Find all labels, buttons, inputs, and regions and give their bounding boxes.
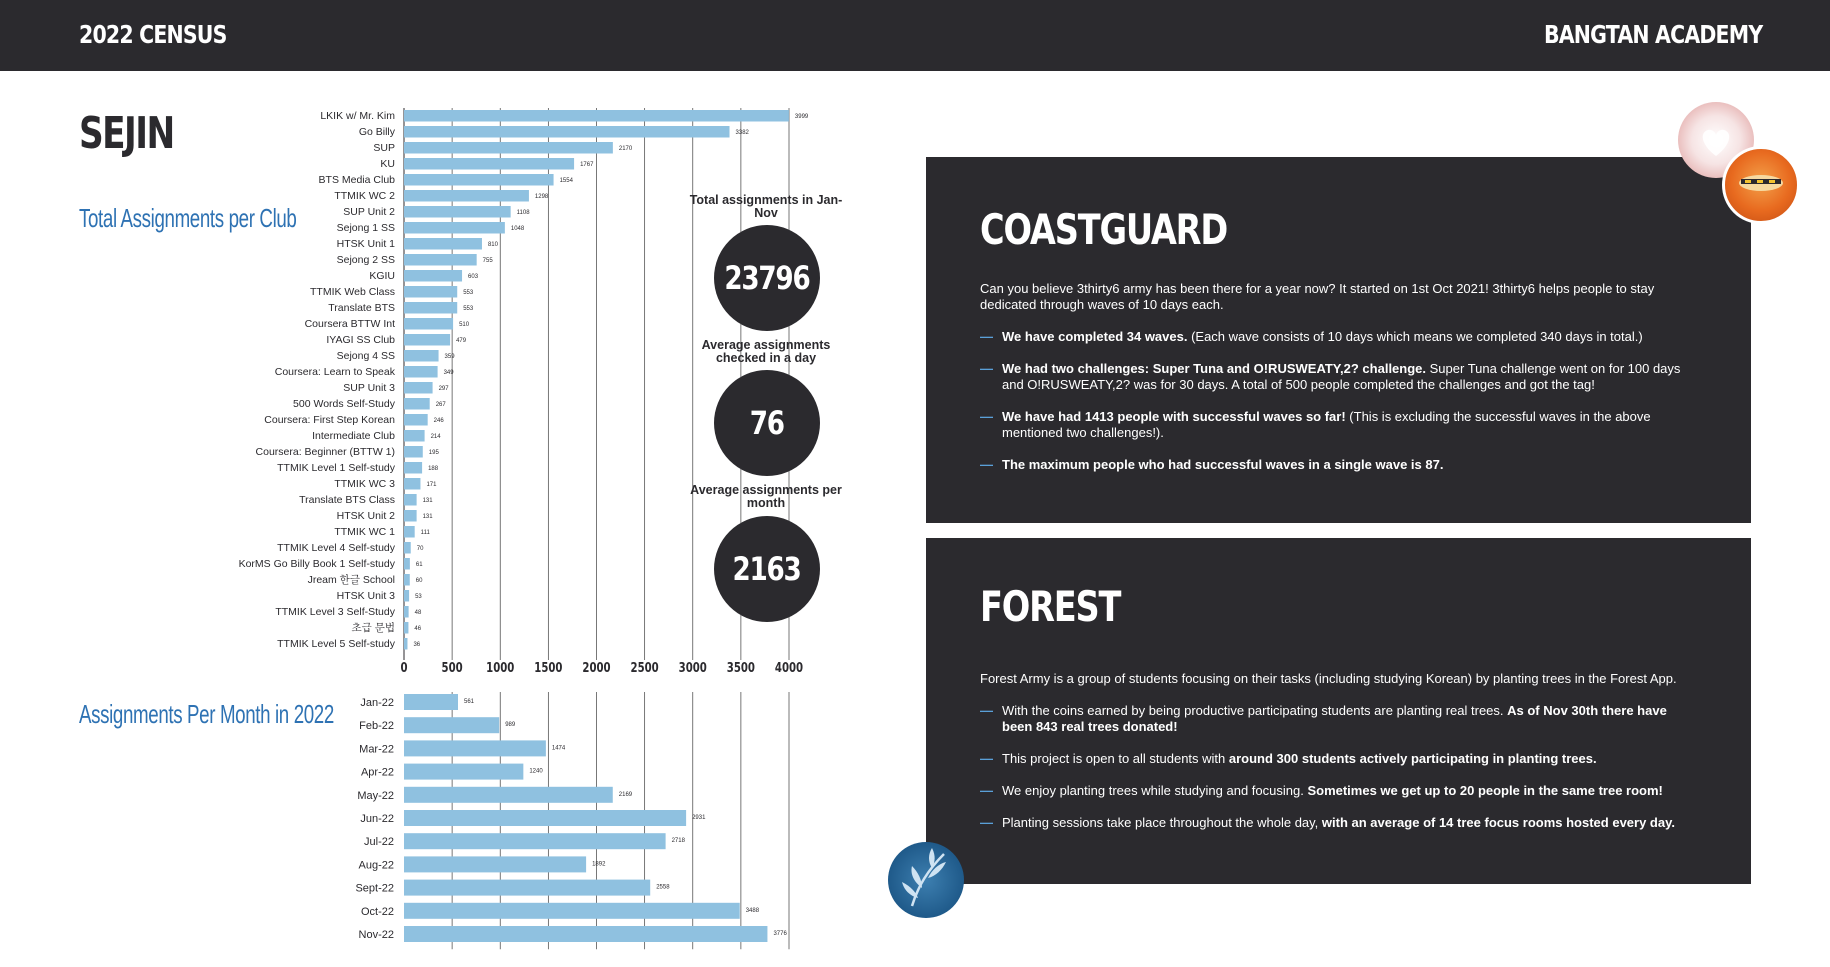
month-category-label: May-22	[357, 789, 394, 802]
month-bar	[404, 903, 740, 919]
stat-label-daily: Average assignments checked in a day	[701, 338, 831, 365]
club-category-label: TTMIK Level 3 Self-Study	[275, 606, 395, 618]
club-value-label: 188	[428, 466, 439, 472]
club-bar	[404, 606, 409, 618]
club-bar	[404, 158, 574, 170]
month-bar	[404, 764, 523, 780]
club-category-label: HTSK Unit 3	[336, 590, 395, 602]
month-bar	[404, 856, 586, 872]
club-bar	[404, 222, 505, 234]
month-category-label: Feb-22	[359, 720, 394, 733]
club-value-label: 2170	[618, 146, 633, 152]
month-category-label: Apr-22	[360, 766, 394, 779]
club-bar	[404, 142, 613, 154]
forest-panel	[926, 538, 1751, 884]
month-bar	[404, 810, 686, 826]
plant-photo	[888, 842, 964, 918]
club-category-label: Coursera BTTW Int	[304, 318, 395, 330]
club-bar	[404, 638, 407, 650]
club-category-label: TTMIK Level 4 Self-study	[277, 542, 395, 554]
club-value-label: 1554	[559, 178, 573, 184]
club-value-label: 60	[415, 578, 423, 584]
club-bar	[404, 126, 730, 138]
club-category-label: TTMIK WC 2	[334, 190, 395, 202]
month-value-label: 3776	[773, 931, 787, 937]
club-category-label: Intermediate Club	[312, 430, 395, 442]
month-value-label: 2169	[618, 791, 633, 798]
club-bar	[404, 622, 408, 634]
club-value-label: 246	[433, 418, 444, 424]
club-value-label: 479	[456, 338, 467, 344]
club-value-label: 3999	[794, 114, 809, 120]
month-value-label: 1240	[529, 768, 543, 775]
stat-value-daily: 76	[749, 404, 785, 442]
club-category-label: SUP Unit 3	[343, 382, 395, 394]
club-value-label: 46	[414, 626, 422, 632]
club-category-label: TTMIK WC 3	[334, 478, 395, 490]
forest-item: — Planting sessions take place throughout the whole day, with an average of 14 tree focus rooms hosted every day.	[980, 815, 1690, 831]
club-category-label: SUP	[373, 142, 395, 154]
club-category-label: TTMIK Web Class	[310, 286, 395, 298]
club-category-label: 초급 문법	[351, 622, 395, 634]
month-value-label: 1892	[592, 861, 606, 868]
club-value-label: 297	[438, 386, 449, 392]
month-value-label: 561	[463, 699, 475, 705]
per-club-section-title: Total Assignments per Club	[79, 203, 297, 233]
forest-item: — We enjoy planting trees while studying and focusing. Sometimes we get up to 20 people in the same tree room!	[980, 783, 1690, 799]
club-category-label: TTMIK Level 1 Self-study	[277, 462, 395, 474]
member-name: SEJIN	[79, 108, 174, 159]
club-category-label: KorMS Go Billy Book 1 Self-study	[238, 558, 395, 570]
club-category-label: TTMIK Level 5 Self-study	[277, 638, 395, 650]
club-category-label: Jream 한글 School	[307, 574, 395, 586]
club-value-label: 603	[468, 274, 479, 280]
club-value-label: 61	[415, 562, 423, 568]
club-value-label: 349	[443, 370, 454, 376]
club-category-label: Coursera: Beginner (BTTW 1)	[255, 446, 395, 458]
month-value-label: 2558	[656, 884, 670, 891]
club-category-label: SUP Unit 2	[343, 206, 395, 218]
club-bar	[404, 446, 423, 458]
x-tick-label: 0	[400, 659, 408, 676]
club-category-label: Coursera: First Step Korean	[264, 414, 395, 426]
club-category-label: HTSK Unit 1	[336, 238, 395, 250]
club-value-label: 131	[422, 498, 433, 504]
club-category-label: Sejong 4 SS	[336, 350, 395, 362]
stat-label-total: Total assignments in Jan-Nov	[689, 193, 843, 220]
x-tick-label: 4000	[774, 659, 804, 676]
club-bar	[404, 110, 789, 122]
club-bar	[404, 510, 417, 522]
club-value-label: 1108	[516, 210, 530, 216]
stat-value-total: 23796	[724, 259, 810, 297]
club-value-label: 70	[416, 546, 424, 552]
club-bar	[404, 542, 411, 554]
club-bar	[404, 478, 420, 490]
club-value-label: 195	[428, 450, 439, 456]
club-value-label: 267	[435, 402, 446, 408]
sandwich-icon	[1725, 149, 1797, 221]
club-value-label: 1298	[534, 194, 549, 200]
club-value-label: 36	[413, 642, 421, 648]
club-category-label: TTMIK WC 1	[334, 526, 395, 538]
month-value-label: 989	[505, 722, 516, 729]
x-tick-label: 1000	[486, 659, 515, 676]
club-bar	[404, 494, 417, 506]
stat-label-monthly: Average assignments per month	[690, 483, 842, 510]
club-category-label: Translate BTS	[328, 302, 395, 314]
club-category-label: IYAGI SS Club	[326, 334, 395, 346]
forest-item: — With the coins earned by being productive participating students are planting real trees. As of Nov 30th there have been 843 real trees donated!	[980, 703, 1690, 735]
month-value-label: 1474	[551, 745, 566, 752]
month-value-label: 3488	[745, 907, 760, 914]
per-month-section-title: Assignments Per Month in 2022	[79, 699, 334, 729]
forest-intro: Forest Army is a group of students focusing on their tasks (including studying Korean) by planting trees in the Forest App.	[980, 671, 1677, 686]
census-title: 2022 CENSUS	[79, 20, 227, 49]
club-bar	[404, 414, 428, 426]
club-bar	[404, 398, 430, 410]
club-value-label: 131	[422, 514, 433, 520]
club-bar	[404, 574, 410, 586]
club-bar	[404, 462, 422, 474]
club-category-label: Translate BTS Class	[299, 494, 395, 506]
club-bar	[404, 174, 554, 186]
coastguard-item: — The maximum people who had successful waves in a single wave is 87.	[980, 457, 1690, 473]
month-category-label: Sept-22	[355, 882, 394, 895]
leaf-icon	[888, 842, 964, 918]
club-value-label: 553	[463, 306, 474, 312]
x-tick-label: 2000	[582, 659, 611, 676]
coastguard-item: — We had two challenges: Super Tuna and O!RUSWEATY,2? challenge. Super Tuna challenge went on for 100 days and O!RUSWEATY,2? was for 30 days. A total of 500 people completed the challenges and got the tag!	[980, 361, 1690, 393]
club-value-label: 553	[463, 290, 474, 296]
club-value-label: 1048	[510, 226, 525, 232]
month-category-label: Nov-22	[358, 929, 394, 941]
month-value-label: 2718	[671, 838, 685, 845]
club-category-label: KGIU	[369, 270, 395, 282]
club-category-label: Sejong 2 SS	[336, 254, 395, 266]
coastguard-list	[980, 329, 1690, 489]
club-bar	[404, 270, 462, 282]
month-bar	[404, 833, 666, 849]
stat-circle-total	[714, 225, 820, 331]
club-bar	[404, 206, 511, 218]
club-bar	[404, 366, 438, 378]
club-bar	[404, 350, 439, 362]
club-category-label: Coursera: Learn to Speak	[274, 366, 395, 378]
club-value-label: 214	[430, 434, 441, 440]
club-category-label: HTSK Unit 2	[336, 510, 395, 522]
club-value-label: 3382	[735, 130, 749, 136]
month-value-label: 2931	[692, 815, 706, 821]
x-tick-label: 3000	[678, 659, 707, 676]
club-category-label: LKIK w/ Mr. Kim	[320, 110, 395, 122]
stat-value-monthly: 2163	[732, 550, 802, 588]
x-tick-label: 3500	[726, 659, 755, 676]
x-tick-label: 1500	[534, 659, 563, 676]
club-value-label: 53	[415, 594, 422, 600]
stat-circle-daily	[714, 370, 820, 476]
month-category-label: Mar-22	[359, 743, 394, 756]
month-bar	[404, 926, 767, 942]
club-value-label: 359	[444, 354, 455, 360]
club-bar	[404, 302, 457, 314]
club-value-label: 171	[426, 482, 437, 488]
club-bar	[404, 286, 457, 298]
coastguard-title: COASTGUARD	[980, 205, 1228, 254]
coastguard-panel	[926, 157, 1751, 523]
club-bar	[404, 430, 425, 442]
club-bar	[404, 382, 433, 394]
club-bar	[404, 334, 450, 346]
month-category-label: Jan-22	[360, 697, 394, 709]
club-bar	[404, 254, 477, 266]
month-category-label: Jun-22	[360, 813, 394, 825]
x-tick-label: 2500	[630, 659, 659, 676]
club-bar	[404, 318, 453, 330]
club-category-label: KU	[380, 158, 395, 170]
club-bar	[404, 190, 529, 202]
club-value-label: 1767	[580, 162, 594, 168]
month-category-label: Oct-22	[360, 905, 394, 918]
month-category-label: Jul-22	[364, 836, 394, 849]
academy-title: BANGTAN ACADEMY	[1543, 20, 1762, 49]
coastguard-item: — We have had 1413 people with successful waves so far! (This is excluding the successful waves in the above mentioned two challenges!).	[980, 409, 1690, 441]
month-bar	[404, 880, 650, 896]
month-bar	[404, 740, 546, 756]
coastguard-item: — We have completed 34 waves. (Each wave consists of 10 days which means we completed 340 days in total.)	[980, 329, 1690, 345]
stat-circle-monthly	[714, 516, 820, 622]
forest-list	[980, 703, 1690, 847]
month-bar	[404, 787, 613, 803]
forest-title: FOREST	[980, 582, 1121, 631]
club-category-label: BTS Media Club	[318, 174, 395, 186]
club-category-label: Go Billy	[358, 126, 395, 138]
club-value-label: 111	[420, 530, 430, 536]
club-value-label: 48	[414, 610, 422, 616]
month-bar	[404, 717, 499, 733]
food-photo	[1722, 146, 1800, 224]
club-bar	[404, 526, 415, 538]
club-value-label: 755	[482, 258, 493, 264]
club-bar	[404, 590, 409, 602]
club-category-label: 500 Words Self-Study	[293, 398, 395, 410]
forest-item: — This project is open to all students with around 300 students actively participating in planting trees.	[980, 751, 1690, 767]
club-bar	[404, 238, 482, 250]
club-category-label: Sejong 1 SS	[336, 222, 395, 234]
month-category-label: Aug-22	[358, 859, 394, 872]
club-value-label: 810	[487, 242, 498, 248]
club-value-label: 510	[459, 322, 470, 328]
x-tick-label: 500	[441, 659, 463, 676]
club-bar	[404, 558, 410, 570]
coastguard-intro: Can you believe 3thirty6 army has been there for a year now? It started on 1st Oct 2021! 3thirty6 helps people to stay dedicated through waves of 10 days each.	[980, 281, 1655, 312]
